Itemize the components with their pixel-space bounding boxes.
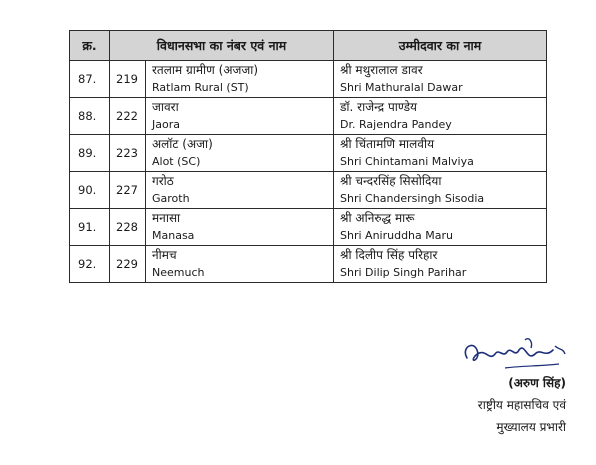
candidate-cell bbox=[334, 209, 547, 246]
constituency-name-hindi: रतलाम ग्रामीण (अजजा) bbox=[152, 63, 259, 77]
constituency-code-cell: 228 bbox=[110, 209, 146, 246]
header-constituency: विधानसभा का नंबर एवं नाम bbox=[110, 31, 334, 61]
serial-cell: 90. bbox=[70, 172, 110, 209]
constituency-cell bbox=[146, 172, 334, 209]
table-row bbox=[70, 209, 547, 246]
serial-cell: 88. bbox=[70, 98, 110, 135]
candidate-table bbox=[69, 30, 547, 283]
constituency-code-cell: 227 bbox=[110, 172, 146, 209]
constituency-cell bbox=[146, 98, 334, 135]
signatory-block bbox=[478, 372, 566, 438]
candidate-name-hindi: श्री चन्दरसिंह सिसोदिया bbox=[340, 174, 442, 188]
candidate-name-hindi: डॉ. राजेन्द्र पाण्डेय bbox=[340, 100, 417, 114]
serial-cell: 92. bbox=[70, 246, 110, 283]
header-candidate: उम्मीदवार का नाम bbox=[334, 31, 547, 61]
candidate-name-english: Shri Aniruddha Maru bbox=[340, 229, 453, 242]
constituency-name-hindi: नीमच bbox=[152, 248, 177, 262]
constituency-name-hindi: मनासा bbox=[152, 211, 181, 225]
constituency-name-hindi: अलॉट (अजा) bbox=[152, 137, 213, 151]
constituency-name-english: Jaora bbox=[152, 118, 180, 131]
candidate-name-english: Dr. Rajendra Pandey bbox=[340, 118, 452, 131]
table-row bbox=[70, 61, 547, 98]
candidate-cell bbox=[334, 246, 547, 283]
candidate-name-english: Shri Chintamani Malviya bbox=[340, 155, 474, 168]
constituency-code-cell: 219 bbox=[110, 61, 146, 98]
candidate-cell bbox=[334, 61, 547, 98]
serial-cell: 87. bbox=[70, 61, 110, 98]
constituency-cell bbox=[146, 61, 334, 98]
constituency-name-english: Alot (SC) bbox=[152, 155, 201, 168]
candidate-name-hindi: श्री दिलीप सिंह परिहार bbox=[340, 248, 438, 262]
candidate-name-hindi: श्री चिंतामणि मालवीय bbox=[340, 137, 435, 151]
serial-cell: 89. bbox=[70, 135, 110, 172]
candidate-name-hindi: श्री अनिरुद्ध मारू bbox=[340, 211, 415, 225]
signatory-name: (अरुण सिंह) bbox=[508, 376, 566, 390]
candidate-cell bbox=[334, 135, 547, 172]
constituency-name-english: Garoth bbox=[152, 192, 190, 205]
table-row bbox=[70, 98, 547, 135]
candidate-name-english: Shri Mathuralal Dawar bbox=[340, 81, 463, 94]
candidate-name-hindi: श्री मथुरालाल डावर bbox=[340, 63, 423, 77]
candidate-cell bbox=[334, 98, 547, 135]
table-row bbox=[70, 135, 547, 172]
serial-cell: 91. bbox=[70, 209, 110, 246]
constituency-name-english: Ratlam Rural (ST) bbox=[152, 81, 249, 94]
constituency-name-hindi: गरोठ bbox=[152, 174, 174, 188]
constituency-name-english: Manasa bbox=[152, 229, 195, 242]
signatory-designation: राष्ट्रीय महासचिव एवं bbox=[477, 398, 566, 412]
constituency-name-english: Neemuch bbox=[152, 266, 205, 279]
constituency-code-cell: 222 bbox=[110, 98, 146, 135]
constituency-cell bbox=[146, 135, 334, 172]
constituency-cell bbox=[146, 209, 334, 246]
candidate-cell bbox=[334, 172, 547, 209]
constituency-code-cell: 229 bbox=[110, 246, 146, 283]
signature bbox=[455, 328, 575, 378]
signatory-office: मुख्यालय प्रभारी bbox=[496, 420, 566, 434]
constituency-code-cell: 223 bbox=[110, 135, 146, 172]
candidate-name-english: Shri Dilip Singh Parihar bbox=[340, 266, 467, 279]
constituency-name-hindi: जावरा bbox=[152, 100, 179, 114]
candidate-name-english: Shri Chandersingh Sisodia bbox=[340, 192, 485, 205]
table-header-row bbox=[70, 31, 547, 61]
table-row bbox=[70, 172, 547, 209]
table-row bbox=[70, 246, 547, 283]
constituency-cell bbox=[146, 246, 334, 283]
header-serial: क्र. bbox=[70, 31, 110, 61]
